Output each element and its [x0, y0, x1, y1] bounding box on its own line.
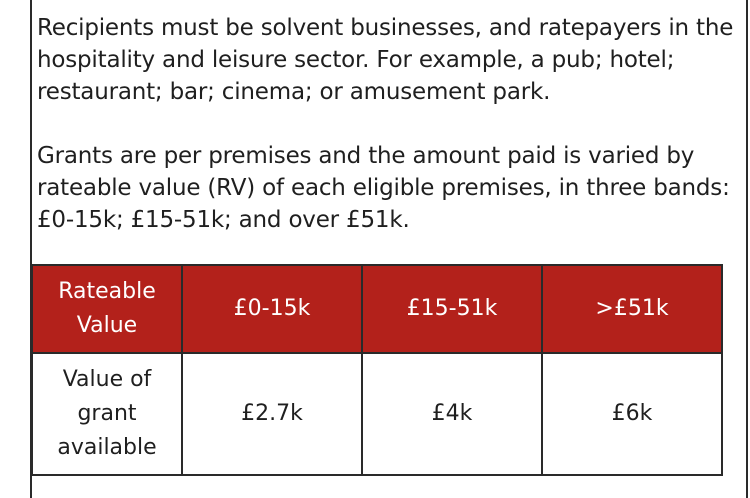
grant-value-15-51k: £4k — [362, 353, 542, 475]
table-row — [32, 353, 722, 475]
band-header-0-15k: £0-15k — [182, 265, 362, 353]
band-header-over-51k: >£51k — [542, 265, 722, 353]
grant-table — [31, 264, 723, 476]
grant-value-label: Value of grant available — [32, 353, 182, 475]
grant-value-over-51k: £6k — [542, 353, 722, 475]
rateable-value-header: Rateable Value — [32, 265, 182, 353]
grant-value-0-15k: £2.7k — [182, 353, 362, 475]
grant-bands-paragraph: Grants are per premises and the amount paid is varied by rateable value (RV) of each eligible premises, in three bands: £0-15k; £15-51k; and over £51k. — [37, 143, 730, 233]
band-header-15-51k: £15-51k — [362, 265, 542, 353]
table-header-row — [32, 265, 722, 353]
eligibility-paragraph: Recipients must be solvent businesses, and ratepayers in the hospitality and leisure sector. For example, a pub; hotel; restaurant; bar; cinema; or amusement park. — [37, 15, 734, 105]
